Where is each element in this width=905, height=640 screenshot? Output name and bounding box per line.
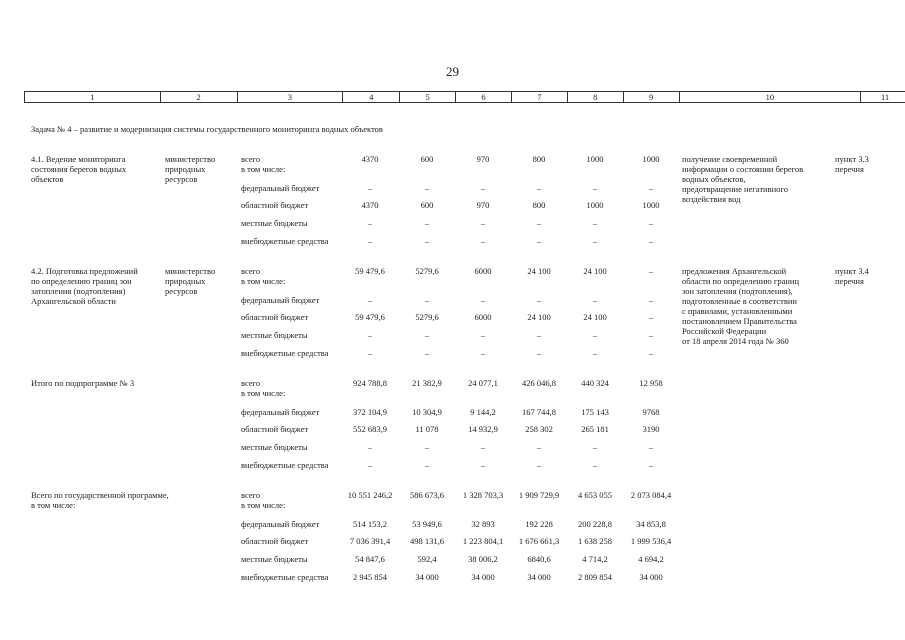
funding-value: – bbox=[648, 348, 654, 358]
funding-value: – bbox=[648, 266, 654, 276]
funding-value: 9 144,2 bbox=[470, 407, 496, 417]
funding-value: 34 000 bbox=[527, 572, 551, 582]
funding-source: всего в том числе: bbox=[241, 490, 286, 510]
funding-value: 34 000 bbox=[415, 572, 439, 582]
funding-value: – bbox=[480, 460, 486, 470]
funding-value: – bbox=[536, 295, 542, 305]
funding-value: – bbox=[536, 183, 542, 193]
funding-value: 2 945 854 bbox=[353, 572, 387, 582]
funding-value: – bbox=[424, 295, 430, 305]
funding-value: – bbox=[367, 460, 373, 470]
funding-value: 514 153,2 bbox=[353, 519, 387, 529]
funding-source: всего в том числе: bbox=[241, 266, 286, 286]
column-number: 3 bbox=[238, 92, 344, 102]
column-number: 2 bbox=[161, 92, 238, 102]
funding-value: 1 909 729,9 bbox=[518, 490, 560, 500]
funding-value: – bbox=[592, 330, 598, 340]
column-number: 9 bbox=[624, 92, 680, 102]
funding-value: – bbox=[536, 330, 542, 340]
funding-value: 54 847,6 bbox=[355, 554, 385, 564]
column-number: 7 bbox=[512, 92, 568, 102]
funding-value: – bbox=[592, 295, 598, 305]
funding-source: областной бюджет bbox=[241, 536, 309, 546]
funding-value: – bbox=[480, 348, 486, 358]
funding-value: 800 bbox=[532, 154, 546, 164]
funding-value: 32 893 bbox=[471, 519, 495, 529]
funding-source: областной бюджет bbox=[241, 424, 309, 434]
funding-value: – bbox=[592, 183, 598, 193]
funding-value: 34 853,8 bbox=[636, 519, 666, 529]
funding-value: 372 104,9 bbox=[353, 407, 387, 417]
funding-value: 1000 bbox=[586, 154, 604, 164]
funding-value: – bbox=[367, 442, 373, 452]
funding-value: 1 328 703,3 bbox=[462, 490, 504, 500]
funding-value: – bbox=[480, 236, 486, 246]
funding-value: – bbox=[536, 236, 542, 246]
activity-name: Итого по подпрограмме № 3 bbox=[31, 378, 135, 388]
funding-value: 1000 bbox=[642, 154, 660, 164]
funding-value: 4370 bbox=[361, 200, 379, 210]
funding-source: федеральный бюджет bbox=[241, 183, 320, 193]
funding-value: 552 683,9 bbox=[353, 424, 387, 434]
list-reference: пункт 3.4 перечня bbox=[835, 266, 869, 286]
funding-source: внебюджетные средства bbox=[241, 236, 329, 246]
funding-source: местные бюджеты bbox=[241, 218, 308, 228]
funding-source: областной бюджет bbox=[241, 312, 309, 322]
funding-source: внебюджетные средства bbox=[241, 348, 329, 358]
funding-value: 24 100 bbox=[527, 266, 551, 276]
funding-value: 4370 bbox=[361, 154, 379, 164]
funding-value: 59 479,6 bbox=[355, 266, 385, 276]
funding-value: 14 932,9 bbox=[468, 424, 498, 434]
funding-value: – bbox=[536, 218, 542, 228]
funding-value: 800 bbox=[532, 200, 546, 210]
funding-value: 53 949,6 bbox=[412, 519, 442, 529]
activity-name: 4.2. Подготовка предложений по определению границ зон затопления (подтопления) Архангельской области bbox=[31, 266, 138, 306]
funding-value: 1000 bbox=[586, 200, 604, 210]
funding-value: 6840,6 bbox=[527, 554, 551, 564]
funding-source: внебюджетные средства bbox=[241, 572, 329, 582]
funding-value: – bbox=[424, 442, 430, 452]
column-number-header bbox=[24, 91, 905, 103]
task-title: Задача № 4 – развитие и модернизация системы государственного мониторинга водных объектов bbox=[31, 124, 383, 134]
column-number: 6 bbox=[456, 92, 512, 102]
funding-value: 4 653 055 bbox=[578, 490, 612, 500]
funding-value: 24 100 bbox=[583, 266, 607, 276]
funding-source: местные бюджеты bbox=[241, 442, 308, 452]
funding-value: – bbox=[367, 348, 373, 358]
funding-value: 4 694,2 bbox=[638, 554, 664, 564]
funding-value: – bbox=[592, 218, 598, 228]
funding-value: 200 228,8 bbox=[578, 519, 612, 529]
funding-value: 1 676 661,3 bbox=[518, 536, 560, 546]
funding-value: – bbox=[592, 460, 598, 470]
funding-value: 24 077,1 bbox=[468, 378, 498, 388]
funding-value: – bbox=[480, 330, 486, 340]
activity-name: 4.1. Ведение мониторинга состояния берегов водных объектов bbox=[31, 154, 127, 184]
funding-value: – bbox=[424, 236, 430, 246]
funding-value: 4 714,2 bbox=[582, 554, 608, 564]
funding-value: 24 100 bbox=[583, 312, 607, 322]
funding-value: – bbox=[367, 236, 373, 246]
funding-value: 2 073 084,4 bbox=[630, 490, 672, 500]
funding-value: – bbox=[648, 295, 654, 305]
funding-value: 10 551 246,2 bbox=[347, 490, 393, 500]
funding-value: – bbox=[367, 295, 373, 305]
funding-value: 175 143 bbox=[581, 407, 609, 417]
column-number: 4 bbox=[343, 92, 400, 102]
funding-source: местные бюджеты bbox=[241, 554, 308, 564]
funding-value: 24 100 bbox=[527, 312, 551, 322]
funding-value: 12 958 bbox=[639, 378, 663, 388]
funding-value: 924 788,8 bbox=[353, 378, 387, 388]
funding-value: – bbox=[480, 295, 486, 305]
executor: министерство природных ресурсов bbox=[165, 154, 216, 184]
funding-value: 440 324 bbox=[581, 378, 609, 388]
funding-value: 426 046,8 bbox=[522, 378, 556, 388]
funding-value: – bbox=[424, 460, 430, 470]
funding-value: 1 223 804,1 bbox=[462, 536, 504, 546]
funding-source: всего в том числе: bbox=[241, 154, 286, 174]
funding-value: 10 304,9 bbox=[412, 407, 442, 417]
funding-value: – bbox=[367, 183, 373, 193]
funding-value: – bbox=[648, 460, 654, 470]
funding-value: 34 000 bbox=[471, 572, 495, 582]
funding-value: – bbox=[424, 218, 430, 228]
funding-value: – bbox=[592, 442, 598, 452]
column-number: 1 bbox=[25, 92, 161, 102]
funding-value: – bbox=[648, 312, 654, 322]
funding-source: внебюджетные средства bbox=[241, 460, 329, 470]
funding-value: – bbox=[536, 348, 542, 358]
funding-value: – bbox=[648, 218, 654, 228]
expected-result: предложения Архангельской области по определению границ зон затопления (подтопления), подготовленные в соответствии с правилами, установленными постановлением Правительства Российской Федерации от 18 апреля 2014 года № 360 bbox=[682, 266, 800, 346]
funding-value: – bbox=[592, 236, 598, 246]
funding-source: областной бюджет bbox=[241, 200, 309, 210]
funding-value: – bbox=[648, 330, 654, 340]
funding-source: местные бюджеты bbox=[241, 330, 308, 340]
column-number: 5 bbox=[400, 92, 456, 102]
funding-value: 5279,6 bbox=[415, 312, 439, 322]
column-number: 10 bbox=[680, 92, 862, 102]
executor: министерство природных ресурсов bbox=[165, 266, 216, 296]
funding-value: 5279,6 bbox=[415, 266, 439, 276]
funding-value: 258 302 bbox=[525, 424, 553, 434]
funding-value: 2 809 854 bbox=[578, 572, 612, 582]
funding-value: 600 bbox=[420, 154, 434, 164]
funding-source: федеральный бюджет bbox=[241, 295, 320, 305]
funding-value: 970 bbox=[476, 154, 490, 164]
column-number: 11 bbox=[880, 92, 890, 102]
funding-source: федеральный бюджет bbox=[241, 519, 320, 529]
funding-value: – bbox=[648, 183, 654, 193]
funding-value: 34 000 bbox=[639, 572, 663, 582]
funding-value: 600 bbox=[420, 200, 434, 210]
page-number: 29 bbox=[446, 64, 459, 79]
funding-value: 1 999 536,4 bbox=[630, 536, 672, 546]
column-number: 8 bbox=[568, 92, 624, 102]
funding-value: – bbox=[592, 348, 598, 358]
funding-value: 1 638 258 bbox=[578, 536, 612, 546]
funding-value: – bbox=[424, 348, 430, 358]
funding-value: – bbox=[536, 442, 542, 452]
expected-result: получение своевременной информации о состоянии берегов водных объектов, предотвращение негативного воздействия вод bbox=[682, 154, 804, 204]
funding-value: 38 006,2 bbox=[468, 554, 498, 564]
funding-value: 3190 bbox=[642, 424, 660, 434]
funding-value: 6000 bbox=[474, 312, 492, 322]
funding-value: – bbox=[424, 330, 430, 340]
funding-value: 11 078 bbox=[415, 424, 439, 434]
funding-value: – bbox=[480, 218, 486, 228]
funding-value: 9768 bbox=[642, 407, 660, 417]
funding-value: 586 673,6 bbox=[410, 490, 444, 500]
funding-value: 21 382,9 bbox=[412, 378, 442, 388]
funding-value: – bbox=[367, 218, 373, 228]
funding-value: 167 744,8 bbox=[522, 407, 556, 417]
funding-value: 192 228 bbox=[525, 519, 553, 529]
funding-value: 6000 bbox=[474, 266, 492, 276]
funding-value: – bbox=[648, 442, 654, 452]
funding-value: 265 181 bbox=[581, 424, 609, 434]
funding-value: 592,4 bbox=[417, 554, 437, 564]
activity-name: Всего по государственной программе, в том числе: bbox=[31, 490, 169, 510]
funding-value: 1000 bbox=[642, 200, 660, 210]
funding-value: 970 bbox=[476, 200, 490, 210]
funding-value: – bbox=[536, 460, 542, 470]
list-reference: пункт 3.3 перечня bbox=[835, 154, 869, 174]
funding-value: 498 131,6 bbox=[410, 536, 444, 546]
funding-value: – bbox=[480, 183, 486, 193]
funding-value: – bbox=[424, 183, 430, 193]
funding-source: всего в том числе: bbox=[241, 378, 286, 398]
funding-value: – bbox=[367, 330, 373, 340]
funding-value: 7 036 391,4 bbox=[349, 536, 391, 546]
funding-source: федеральный бюджет bbox=[241, 407, 320, 417]
funding-value: – bbox=[648, 236, 654, 246]
funding-value: – bbox=[480, 442, 486, 452]
funding-value: 59 479,6 bbox=[355, 312, 385, 322]
